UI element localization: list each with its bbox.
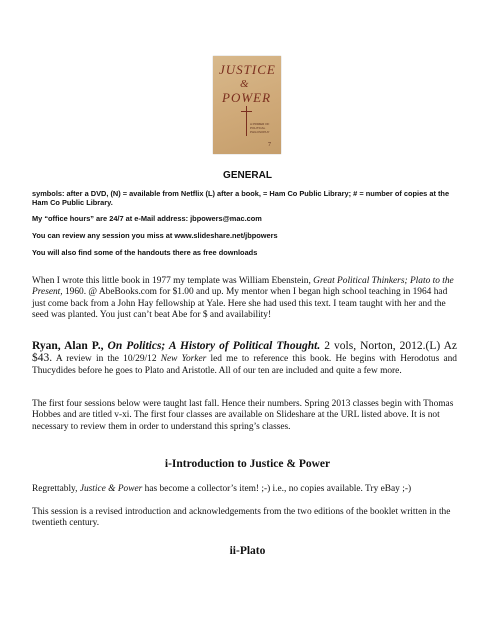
paragraph-ryan [32,341,457,377]
para2-magazine: New Yorker [160,354,207,365]
paragraph-template [32,276,457,322]
para1-book-title: Great Political Thinkers; Plato to the Present, [32,276,454,298]
para2-text-a: A review in the 10/29/12 [52,354,161,365]
para2-text-b: led me to reference this book. He begins with Herodotus and Thucydides before he goes to Plato and Aristotle. All of our ten are included and quite a few more. [32,354,457,376]
slideshare-note: You can review any session you miss at www.slideshare.net/jbpowers [32,231,278,240]
book-cover-image [213,56,281,154]
para1-text-a: When I wrote this little book in 1977 my template was William Ebenstein, [32,276,314,286]
cover-title-line1: JUSTICE [219,62,276,77]
section1-text-c: has become a collector’s item! ;-) i.e., no copies available. Try eBay ;-) [142,484,412,494]
section1-book-title: Justice & Power [79,484,143,494]
handouts-note: You will also find some of the handouts there as free downloads [32,248,258,257]
para2-book-title: On Politics; A History of Political Thought. [107,340,321,352]
para2-publication: 2 vols, Norton, 2012.(L) Az $43. [32,340,458,365]
paragraph-sessions: The first four sessions below were taught last fall. Hence their numbers. Spring 2013 classes begin with Thomas Hobbes and are titled v-xi. The first four classes are available on Slideshare at the URL listed above. It is not necessary to review them in order to understand this spring’s classes. [32,399,454,432]
cover-title-amp: & [240,78,249,90]
para2-author: Ryan, Alan P., [32,340,108,352]
sword-hilt-icon [241,111,252,112]
cover-title-line2: POWER [222,90,272,105]
cover-mark: 7 [268,142,271,148]
paragraph-revised: This session is a revised introduction and acknowledgements from the two editions of the booklet written in the twentieth century. [32,507,451,529]
section-title-plato: ii-Plato [229,545,266,557]
paragraph-regrettably [32,484,457,495]
symbols-note: symbols: after a DVD, (N) = available from Netflix (L) after a book, = Ham Co Public Library; # = number of copies at the Ham Co Public Library. [32,189,450,207]
para1-text-c: 1960. @ AbeBooks.com for $1.00 and up. My mentor when I began high school teaching in 1964 had just come back from a John Hay fellowship at Yale. Here she had used this text. I team taught with her and the seed was planted. You just can’t beat Abe for $ and availability! [32,287,448,321]
section1-text-a: Regrettably, [32,484,80,494]
office-hours-note: My “office hours” are 24/7 at e-Mail address: jbpowers@mac.com [32,214,262,223]
cover-subtitle: A PRIMER OF POLITICAL PHILOSOPHY [250,122,270,134]
section-heading-general: GENERAL [223,170,272,181]
section-title-introduction: i-Introduction to Justice & Power [164,458,331,470]
